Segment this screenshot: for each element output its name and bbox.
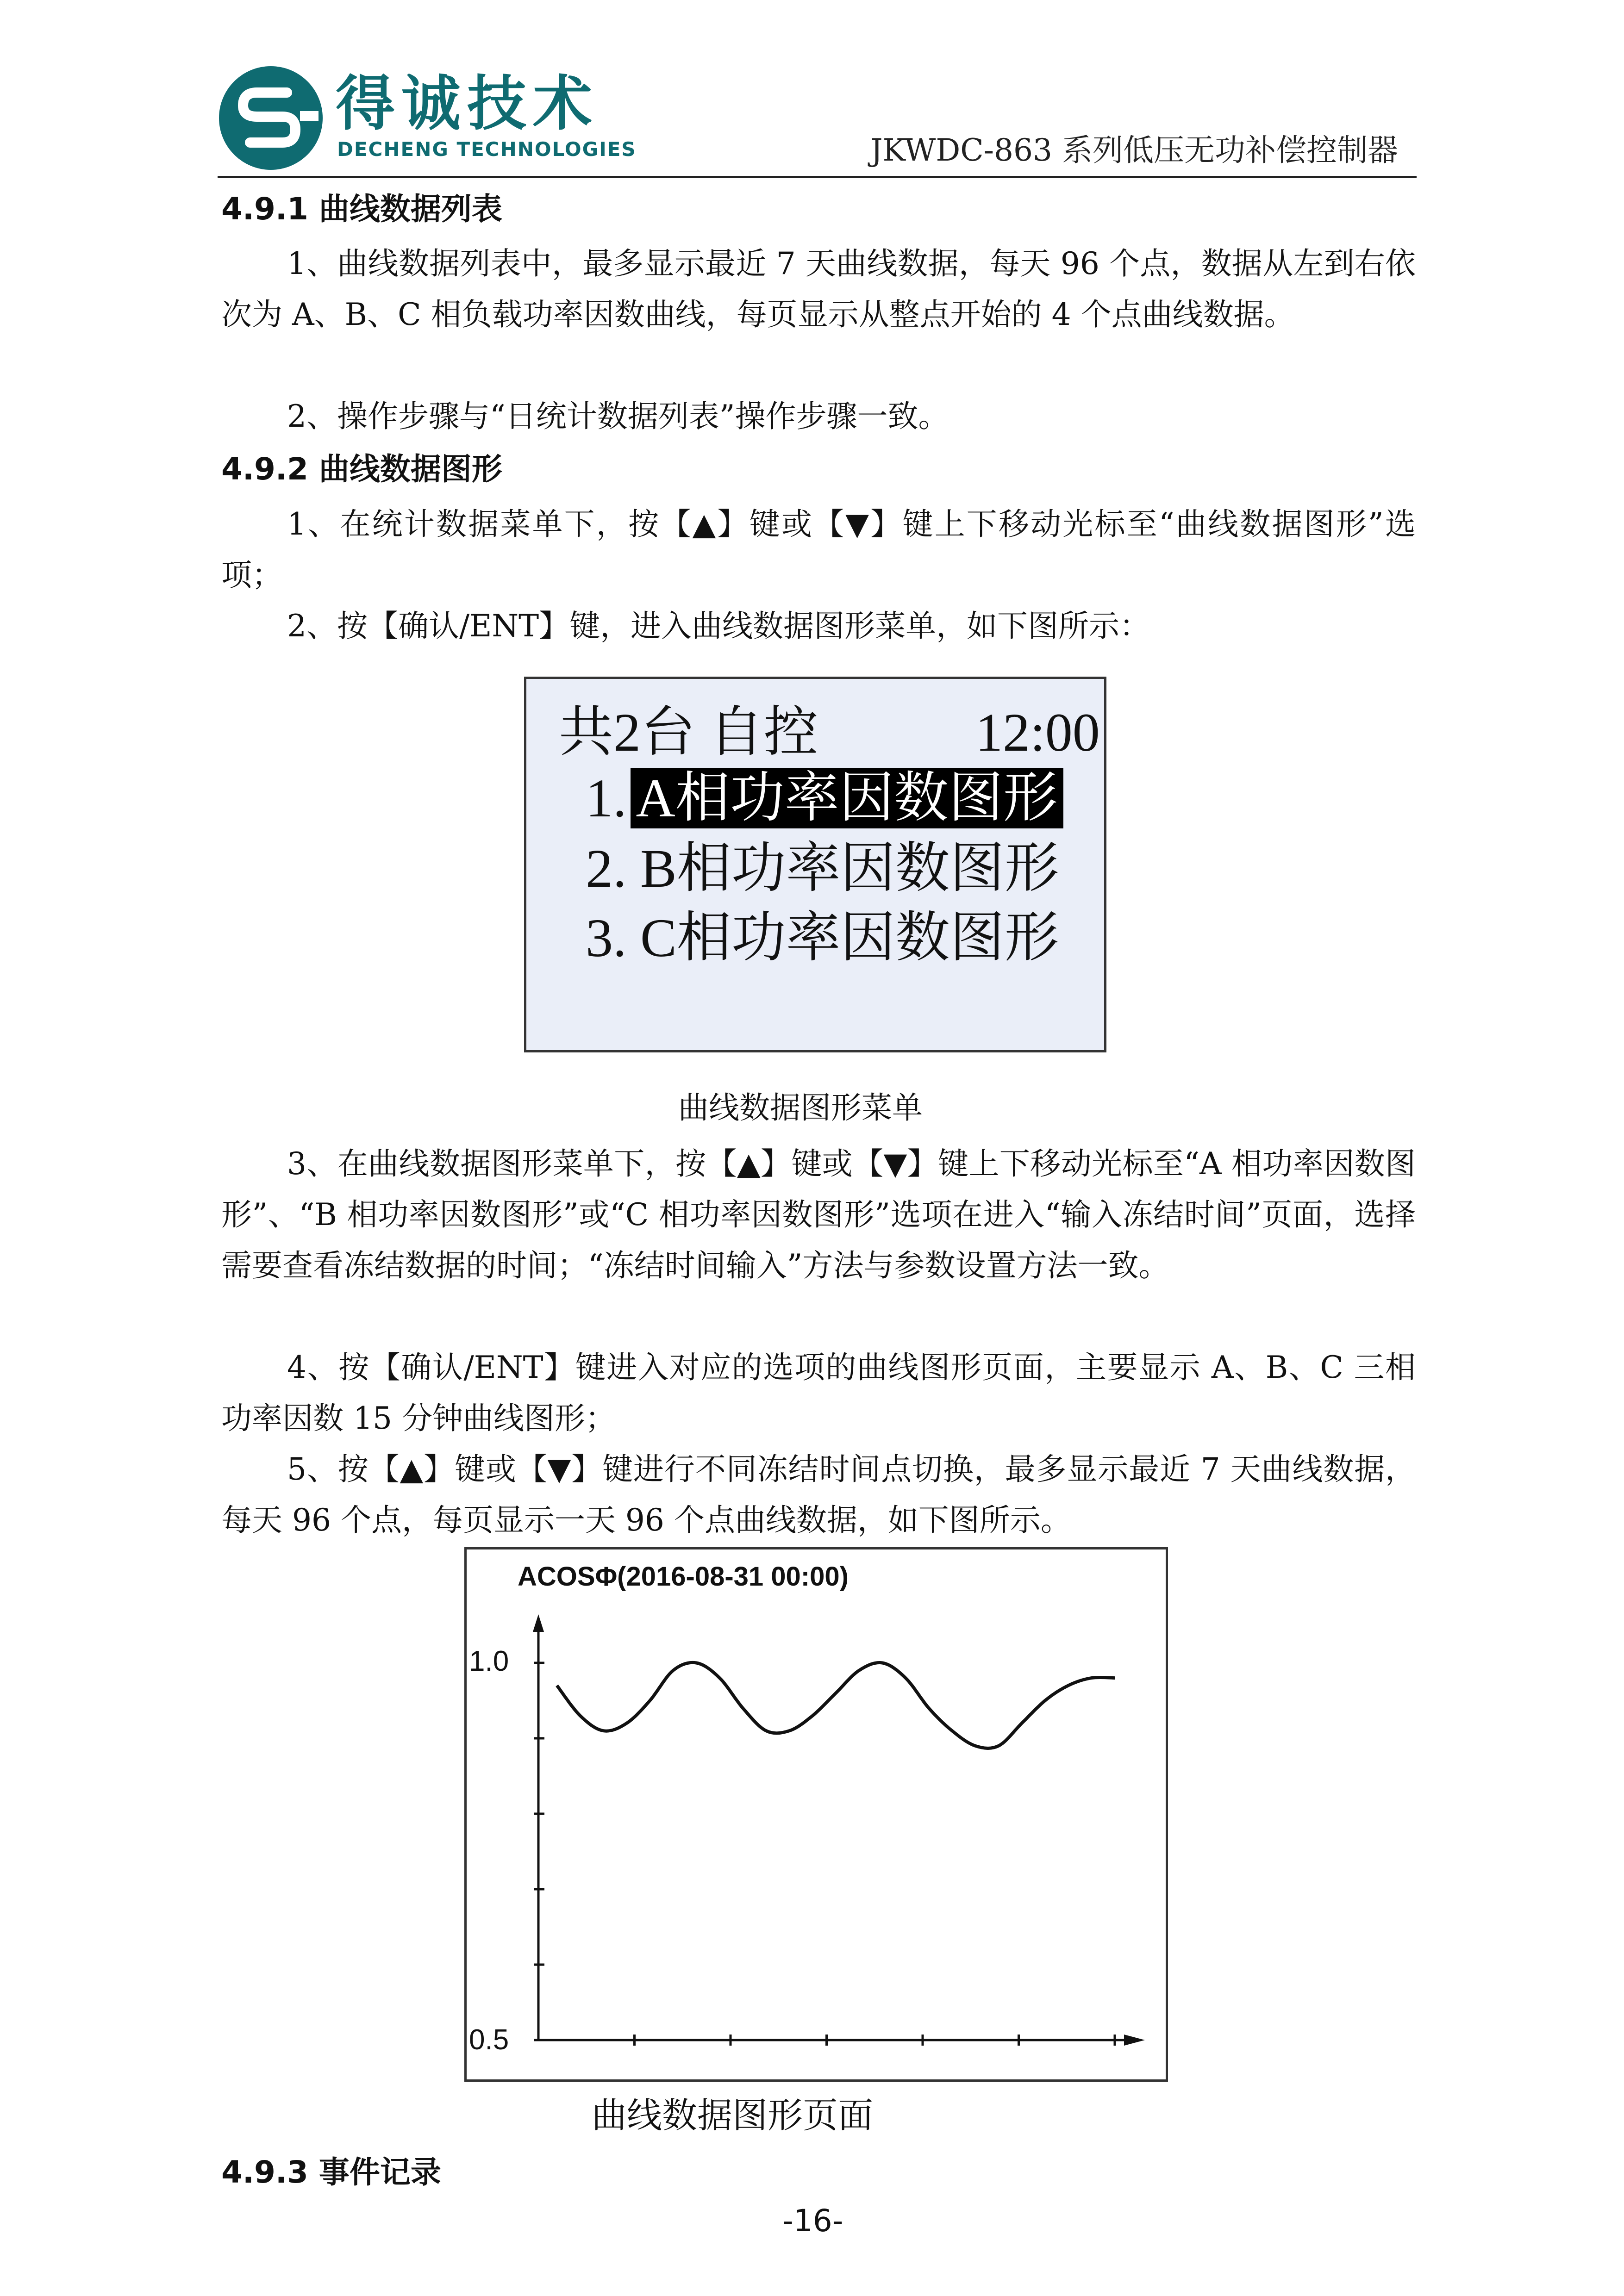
paragraph: 2、操作步骤与“日统计数据列表”操作步骤一致。 [287,398,949,434]
brand-name-en: DECHENG TECHNOLOGIES [337,138,637,161]
y-tick-label: 0.5 [469,2024,509,2056]
lcd-status-text: 共2台 自控 [559,702,818,763]
lcd-clock: 12:00 [975,702,1100,763]
figure-caption-menu: 曲线数据图形菜单 [678,1090,923,1126]
paragraph: 5、按【▲】键或【▼】键进行不同冻结时间点切换，最多显示最近 7 天曲线数据，每天 96 个点，每页显示一天 96 个点曲线数据，如下图所示。 [221,1451,1416,1538]
section-heading-4-9-1: 4.9.1 曲线数据列表 [221,191,502,227]
section-heading-4-9-3: 4.9.3 事件记录 [221,2154,441,2190]
power-factor-curve [557,1662,1115,1748]
chart-title: ACOSΦ(2016-08-31 00:00) [518,1562,849,1592]
decheng-logo-icon [218,65,324,171]
paragraph: 4、按【确认/ENT】键进入对应的选项的曲线图形页面，主要显示 A、B、C 三相功率因数 15 分钟曲线图形； [221,1350,1416,1436]
y-tick-label: 1.0 [469,1645,509,1677]
lcd-menu-item-c[interactable]: 3. C相功率因数图形 [586,908,1059,968]
axis-ticks [534,1663,1115,2046]
figure-caption-chart: 曲线数据图形页面 [592,2095,873,2136]
section-heading-4-9-2: 4.9.2 曲线数据图形 [221,451,502,487]
curve-chart [467,1549,1166,2079]
page-header [218,60,1417,178]
paragraph: 2、按【确认/ENT】键，进入曲线数据图形菜单，如下图所示： [287,608,1150,644]
paragraph: 3、在曲线数据图形菜单下，按【▲】键或【▼】键上下移动光标至“A 相功率因数图形”、“B 相功率因数图形”或“C 相功率因数图形”选项在进入“输入冻结时间”页面，选择需要查看冻结数据的时间；“冻结时间输入”方法与参数设置方法一致。 [221,1146,1416,1283]
lcd-menu-item-number: 1. [586,768,627,828]
lcd-status-bar [559,700,1100,765]
y-axis-arrow-icon [533,1614,544,1632]
brand-name-cn: 得诚技术 [336,69,599,138]
lcd-menu-item-a[interactable] [586,766,1063,831]
lcd-menu-item-b[interactable]: 2. B相功率因数图形 [586,838,1059,899]
document-title: JKWDC-863 系列低压无功补偿控制器 [870,132,1398,168]
lcd-menu-screen [524,677,1106,1052]
paragraph: 1、在统计数据菜单下，按【▲】键或【▼】键上下移动光标至“曲线数据图形”选项； [221,506,1416,593]
x-axis-arrow-icon [1124,2035,1145,2046]
page-number: -16- [782,2203,843,2239]
lcd-menu-item-highlighted: A相功率因数图形 [631,768,1063,828]
paragraph: 1、曲线数据列表中，最多显示最近 7 天曲线数据，每天 96 个点，数据从左到右依次为 A、B、C 相负载功率因数曲线，每页显示从整点开始的 4 个点曲线数据。 [221,246,1416,332]
curve-chart-screen [464,1547,1168,2082]
